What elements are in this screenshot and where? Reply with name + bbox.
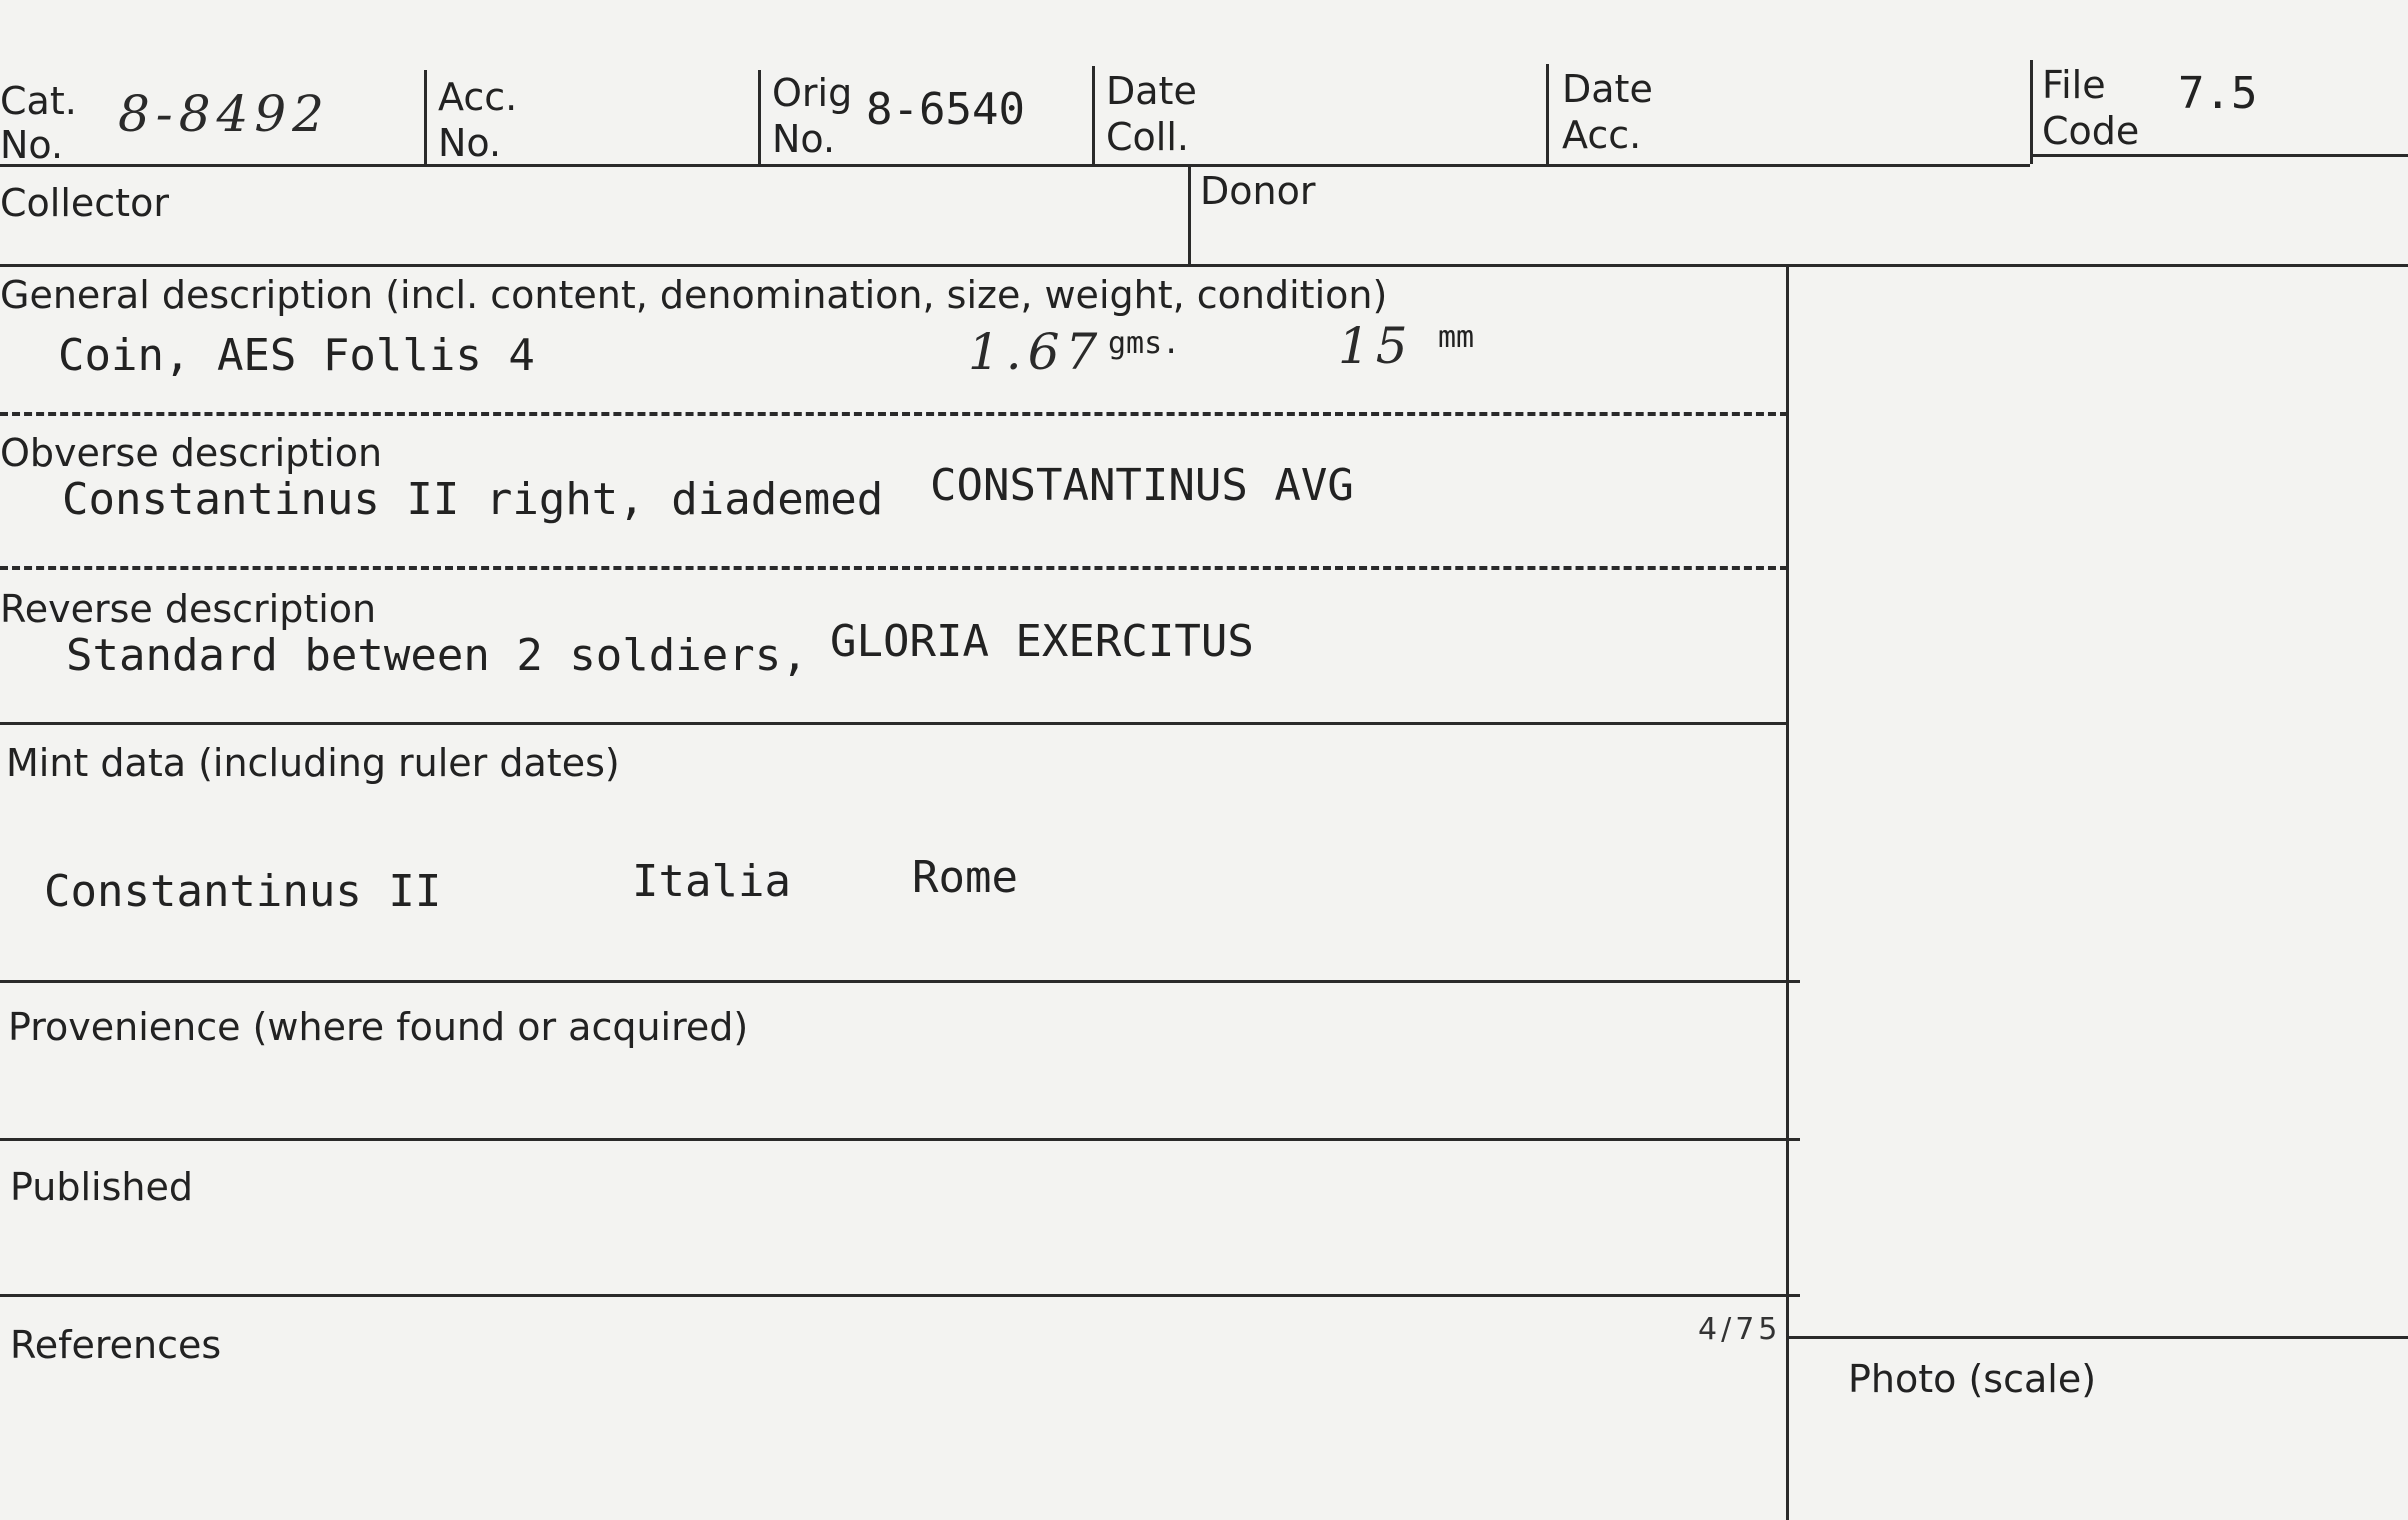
mint-city: Rome [912,852,1018,903]
acc-no-label-1: Acc. [438,75,518,119]
file-code-label-2: Code [2042,109,2140,153]
cat-no-label-2: No. [0,123,64,167]
reverse-label: Reverse description [0,587,377,631]
date-acc-label-2: Acc. [1562,113,1642,157]
date-acc-label-1: Date [1562,67,1653,111]
size-value: 15 [1338,317,1414,375]
header-divider-3 [1092,66,1095,164]
size-unit: mm [1438,320,1475,355]
date-coll-label-1: Date [1106,69,1197,113]
header-divider-2 [758,70,761,166]
obverse-legend: CONSTANTINUS AVG [930,460,1354,511]
obverse-dashed-rule [0,566,1788,570]
mint-region: Italia [632,856,791,907]
photo-scale-label: Photo (scale) [1848,1357,2097,1401]
general-content: Coin, AES Follis 4 [58,330,535,381]
reverse-legend: GLORIA EXERCITUS [830,616,1254,667]
obverse-label: Obverse description [0,431,383,475]
header-divider-5 [2030,60,2033,164]
reverse-bottom-rule [0,722,1788,725]
provenience-label: Provenience (where found or acquired) [8,1005,749,1049]
general-dashed-rule [0,412,1788,416]
header-divider-1 [424,70,427,166]
mint-bottom-rule [0,980,1800,983]
donor-label: Donor [1200,169,1316,213]
obverse-text: Constantinus II right, diademed [62,474,884,525]
cat-no-label-1: Cat. [0,79,77,123]
references-label: References [10,1323,222,1367]
reverse-text: Standard between 2 soldiers, [66,630,808,681]
collector-label: Collector [0,181,169,225]
orig-no-value: 8-6540 [866,84,1025,135]
header-bottom-rule [0,164,2030,167]
mint-ruler: Constantinus II [44,866,442,917]
mint-data-label: Mint data (including ruler dates) [6,741,620,785]
weight-unit: gms. [1108,326,1181,361]
header-bottom-rule-right [2030,154,2408,157]
acc-no-label-2: No. [438,121,502,165]
published-bottom-rule [0,1294,1800,1297]
provenience-bottom-rule [0,1138,1800,1141]
photo-column-divider [1786,264,1789,1520]
general-description-label: General description (incl. content, denomination, size, weight, condition) [0,273,1388,317]
header-divider-4 [1546,64,1549,164]
cat-no-value: 8-8492 [118,85,330,143]
orig-no-label-1: Orig [772,71,853,115]
collector-bottom-rule [0,264,2408,267]
date-coll-label-2: Coll. [1106,115,1189,159]
published-label: Published [10,1165,193,1209]
weight-value: 1.67 [968,323,1104,381]
collector-donor-divider [1188,166,1191,266]
file-code-label-1: File [2042,63,2106,107]
orig-no-label-2: No. [772,117,836,161]
photo-top-rule [1788,1336,2408,1339]
file-code-value: 7.5 [2178,68,2258,119]
card-print-date: 4/75 [1698,1312,1782,1347]
